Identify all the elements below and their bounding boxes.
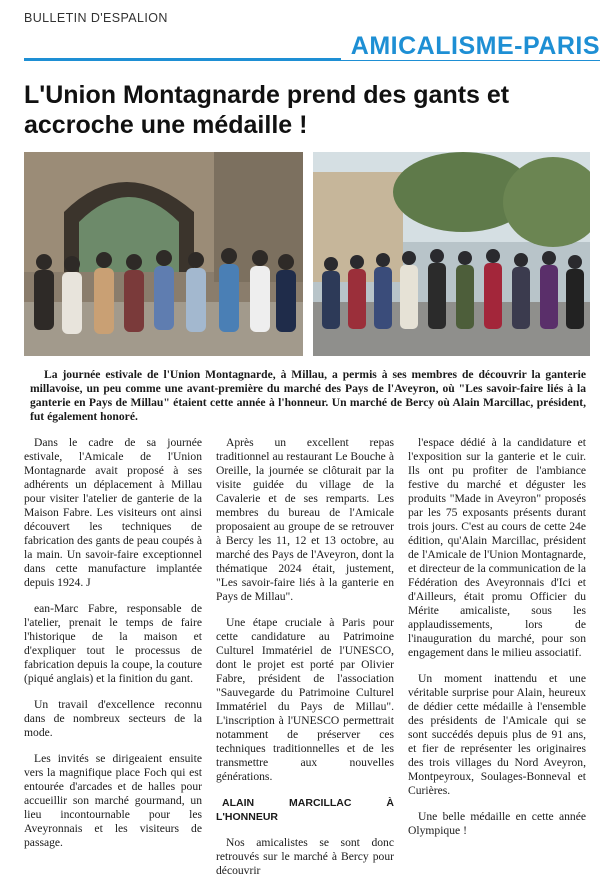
paragraph: Après un excellent repas traditionnel au restaurant Le Bouche à Oreille, la journée se clôturait par la visite guidée du village de la Cavalerie et de ses remparts. Les membres du bureau de l'Amicale proposaient au groupe de se retrouver à Bercy les 11, 12 et 13 octobre, au marché des Pays de l'Aveyron, dont la thématique 2024 était, justement, "Les savoir-faire liés à la ganterie en Pays de Millau". (216, 436, 394, 603)
subheading: ALAIN MARCILLAC À L'HONNEUR (216, 797, 394, 823)
column-1 (24, 436, 202, 862)
section-title: AMICALISME-PARIS (341, 32, 600, 60)
group-photo-bercy (313, 152, 590, 356)
paragraph: Les invités se dirigeaient ensuite vers la magnifique place Foch qui est entourée d'arcades et de halles pour accueillir son marché gourmand, un lieu incontournable pour les Aveyronnais et les visiteurs de passage. (24, 752, 202, 849)
group-photo-bercy-image (313, 152, 590, 356)
paragraph: Un travail d'excellence reconnu dans de nombreux secteurs de la mode. (24, 698, 202, 739)
article-headline: L'Union Montagnarde prend des gants et accroche une médaille ! (24, 81, 510, 139)
paragraph: Dans le cadre de sa journée estivale, l'Amicale de l'Union Montagnarde avait proposé à ses adhérents un déplacement à Millau pour visiter l'atelier de ganterie de la Maison Fabre. Les visiteurs ont ainsi découvert les techniques de fabrication des gants de peau coupés à la main. Un savoir-faire exceptionnel dans cette manufacture implantée depuis 1924. J (24, 436, 202, 589)
paragraph: Un moment inattendu et une véritable surprise pour Alain, heureux de dédier cette médaille à l'ensemble des présidents de l'Amicale qui se sont succédés depuis plus de 91 ans, et fier de représenter les originaires des trois villages du Nord Aveyron, Montpeyroux, Soulages-Bonneval et Curières. (408, 672, 586, 797)
paragraph: ean-Marc Fabre, responsable de l'atelier, prenait le temps de faire l'historique de la maison et d'expliquer tout le processus de fabrication depuis la coupe, la couture (piqué anglais) et la finition du gant. (24, 602, 202, 685)
group-photo-millau (24, 152, 303, 356)
column-3 (408, 436, 586, 850)
paragraph: l'espace dédié à la candidature et l'exposition sur la ganterie et le cuir. Ils ont pu profiter de l'ambiance festive du marché et déguster les produits "Made in Aveyron" proposés par les 75 exposants présents durant trois jours. C'est au cours de cette 24e édition, qu'Alain Marcillac, président de l'Amicale de l'Union Montagnarde, et directeur de la communication de la Fédération des Aveyronnais d'Ici et d'Ailleurs, était promu Officier du Mérite amicaliste, sous les applaudissements, lors de l'inauguration du marché, pour son engagement dans le milieu associatif. (408, 436, 586, 659)
paragraph: Une belle médaille en cette année Olympique ! (408, 810, 586, 837)
column-2 (216, 436, 394, 890)
paragraph: Nos amicalistes se sont donc retrouvés sur le marché à Bercy pour découvrir (216, 836, 394, 877)
section-header (24, 32, 600, 62)
publication-name: BULLETIN D'ESPALION (24, 11, 168, 25)
group-photo-millau-image (24, 152, 303, 356)
paragraph: Une étape cruciale à Paris pour cette candidature au Patrimoine Culturel Immatériel de l'UNESCO, dont le projet est porté par Olivier Fabre, président de l'association "Sauvegarde du Patrimoine Culturel Immatériel du Pays de Millau". L'inscription à l'UNESCO permettrait notamment de préserver ces techniques traditionnelles et de les transmettre aux nouvelles générations. (216, 616, 394, 783)
photo-caption: La journée estivale de l'Union Montagnarde, à Millau, a permis à ses membres de découvrir la ganterie millavoise, un peu comme une avant-première du marché des Pays de l'Aveyron, où "Les savoir-faire liés à la ganterie en Pays de Millau" étaient cette année à l'honneur. Un marché de Bercy où Alain Marcillac, président, fut également honoré. (30, 368, 586, 423)
